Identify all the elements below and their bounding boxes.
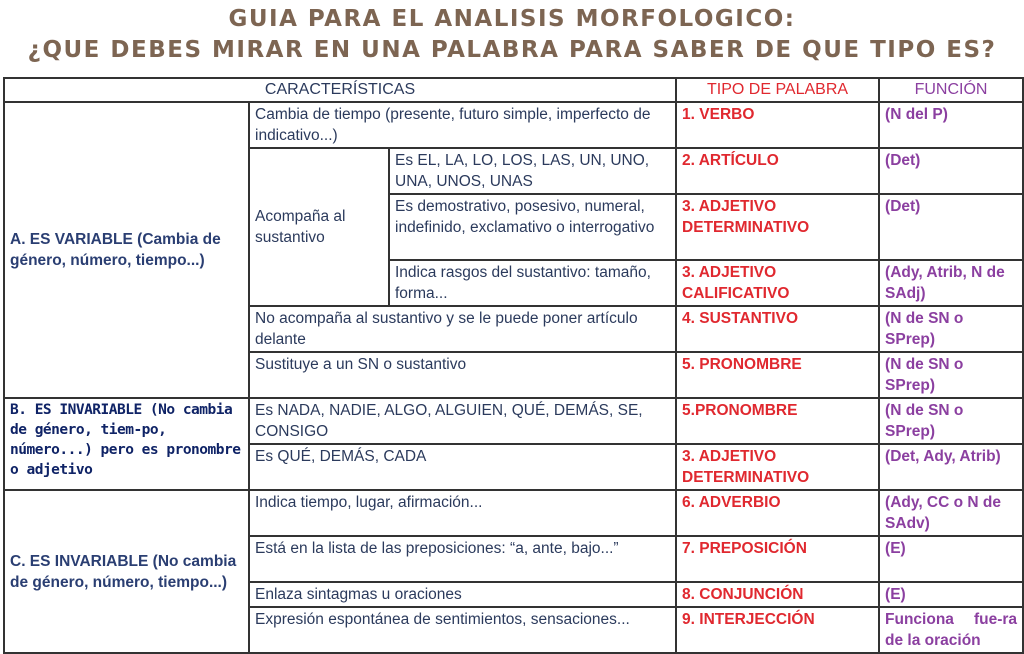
row-funcion: (N de SN o SPrep) (879, 352, 1023, 398)
row-desc: Está en la lista de las preposiciones: “a, ante, bajo...” (249, 536, 676, 582)
page-title: GUIA PARA EL ANALISIS MORFOLOGICO: (228, 6, 796, 32)
header-tipo: TIPO DE PALABRA (676, 78, 879, 102)
row-desc: Enlaza sintagmas u oraciones (249, 582, 676, 607)
row-tipo: 3. ADJETIVO CALIFICATIVO (676, 260, 879, 306)
row-tipo: 9. INTERJECCIÓN (676, 607, 879, 653)
row-tipo: 3. ADJETIVO DETERMINATIVO (676, 194, 879, 260)
header-row (4, 78, 1023, 102)
header-caracteristicas: CARACTERÍSTICAS (4, 78, 676, 102)
row-tipo: 1. VERBO (676, 102, 879, 148)
header-funcion: FUNCIÓN (879, 78, 1023, 102)
row-desc: Indica tiempo, lugar, afirmación... (249, 490, 676, 536)
row-tipo: 6. ADVERBIO (676, 490, 879, 536)
row-desc: Sustituye a un SN o sustantivo (249, 352, 676, 398)
row-desc: Es QUÉ, DEMÁS, CADA (249, 444, 676, 490)
row-funcion: (N de SN o SPrep) (879, 306, 1023, 352)
group-b-label: B. ES INVARIABLE (No cambia de género, tiem-po, número...) pero es pronombre o adjetivo (4, 398, 249, 490)
group-c-label: C. ES INVARIABLE (No cambia de género, número, tiempo...) (4, 490, 249, 653)
row-funcion: (Det) (879, 194, 1023, 260)
row-funcion: (E) (879, 582, 1023, 607)
table-row (4, 490, 1023, 536)
row-funcion: (Det, Ady, Atrib) (879, 444, 1023, 490)
row-tipo: 4. SUSTANTIVO (676, 306, 879, 352)
row-funcion: Funciona fue-ra de la oración (879, 607, 1023, 653)
group-acompana-label: Acompaña al sustantivo (249, 148, 389, 306)
morphology-table (3, 77, 1024, 654)
row-desc: Expresión espontánea de sentimientos, sensaciones... (249, 607, 676, 653)
row-funcion: (Det) (879, 148, 1023, 194)
row-desc: No acompaña al sustantivo y se le puede poner artículo delante (249, 306, 676, 352)
group-a-label: A. ES VARIABLE (Cambia de género, número, tiempo...) (4, 102, 249, 398)
row-tipo: 2. ARTÍCULO (676, 148, 879, 194)
row-tipo: 5.PRONOMBRE (676, 398, 879, 444)
page-subtitle: ¿QUE DEBES MIRAR EN UNA PALABRA PARA SABER DE QUE TIPO ES? (27, 37, 997, 63)
row-desc: Es NADA, NADIE, ALGO, ALGUIEN, QUÉ, DEMÁS, SE, CONSIGO (249, 398, 676, 444)
row-tipo: 5. PRONOMBRE (676, 352, 879, 398)
row-tipo: 7. PREPOSICIÓN (676, 536, 879, 582)
row-desc: Es EL, LA, LO, LOS, LAS, UN, UNO, UNA, UNOS, UNAS (389, 148, 676, 194)
row-tipo: 3. ADJETIVO DETERMINATIVO (676, 444, 879, 490)
row-funcion: (Ady, CC o N de SAdv) (879, 490, 1023, 536)
row-desc: Cambia de tiempo (presente, futuro simple, imperfecto de indicativo...) (249, 102, 676, 148)
row-funcion: (N del P) (879, 102, 1023, 148)
table-row (4, 398, 1023, 444)
row-desc: Es demostrativo, posesivo, numeral, indefinido, exclamativo o interrogativo (389, 194, 676, 260)
row-desc: Indica rasgos del sustantivo: tamaño, forma... (389, 260, 676, 306)
row-funcion: (Ady, Atrib, N de SAdj) (879, 260, 1023, 306)
table-row (4, 102, 1023, 148)
row-funcion: (N de SN o SPrep) (879, 398, 1023, 444)
row-funcion: (E) (879, 536, 1023, 582)
row-tipo: 8. CONJUNCIÓN (676, 582, 879, 607)
